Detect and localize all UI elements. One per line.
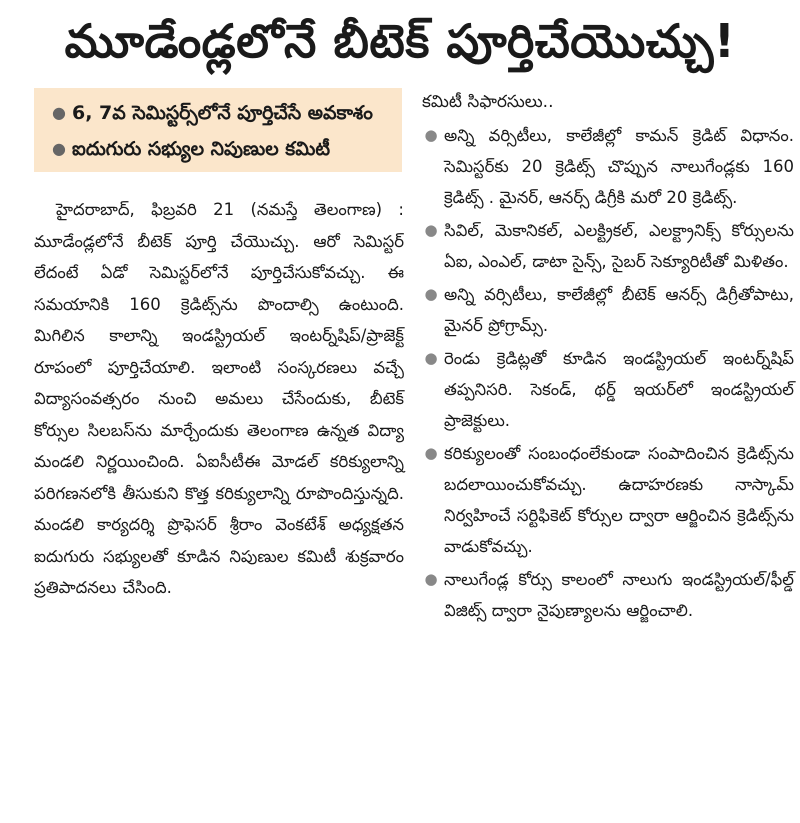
recommendation-text: కరిక్యులంతో సంబంధంలేకుండా సంపాదించిన క్రెడిట్స్‌ను బదలాయించుకోవచ్చు. ఉదాహరణకు నాస్కామ్ నిర్వహించే సర్టిఫికెట్ కోర్సుల ద్వారా ఆర్జించిన క్రెడిట్స్‌ను వాడుకోవచ్చు. bbox=[444, 444, 794, 556]
left-column bbox=[34, 88, 404, 604]
right-column bbox=[418, 88, 794, 628]
bullet-icon: ● bbox=[424, 285, 438, 303]
highlight-text: ఐదుగురు సభ్యుల నిపుణుల కమిటీ bbox=[72, 138, 330, 160]
recommendation-item bbox=[418, 564, 794, 626]
bullet-icon: ● bbox=[52, 139, 66, 158]
bullet-icon: ● bbox=[52, 103, 66, 122]
recommendation-item bbox=[418, 279, 794, 341]
highlight-box bbox=[34, 88, 402, 172]
bullet-icon: ● bbox=[424, 221, 438, 239]
recommendation-item bbox=[418, 438, 794, 562]
article-body: హైదరాబాద్, ఫిబ్రవరి 21 (నమస్తే తెలంగాణ) : మూడేండ్లలోనే బీటెక్ పూర్తి చేయొచ్చు. ఆరో సెమిస్టర్ లేదంటే ఏడో సెమిస్టర్‌లోనే పూర్తిచేసుకోవచ్చు. ఈ సమయానికి 160 క్రెడిట్స్‌ను పొందాల్సి ఉంటుంది. మిగిలిన కాలాన్ని ఇండస్ట్రియల్ ఇంటర్న్‌షిప్/ప్రాజెక్ట్ రూపంలో పూర్తిచేయాలి. ఇలాంటి సంస్కరణలు వచ్చే విద్యాసంవత్సరం నుంచి అమలు చేసేందుకు, బీటెక్ కోర్సుల సిలబస్‌ను మార్చేందుకు తెలంగాణ ఉన్నత విద్యా మండలి నిర్ణయించింది. ఏఐసీటీఈ మోడల్ కరిక్యులాన్ని పరిగణనలోకి తీసుకుని కొత్త కరిక్యులాన్ని రూపొందిస్తున్నది. మండలి కార్యదర్శి ప్రొఫెసర్ శ్రీరాం వెంకటేశ్ అధ్యక్షతన ఐదుగురు సభ్యులతో కూడిన నిపుణుల కమిటీ శుక్రవారం ప్రతిపాదనలు చేసింది. bbox=[34, 200, 404, 597]
headline: మూడేండ్లలోనే బీటెక్ పూర్తిచేయొచ్చు! bbox=[64, 14, 736, 68]
recommendations-title: కమిటీ సిఫారసులు.. bbox=[422, 92, 554, 112]
bullet-icon: ● bbox=[424, 570, 438, 588]
bullet-icon: ● bbox=[424, 444, 438, 462]
recommendation-text: నాలుగేండ్ల కోర్సు కాలంలో నాలుగు ఇండస్ట్రియల్/ఫీల్డ్ విజిట్స్ ద్వారా నైపుణ్యాలను ఆర్జించాలి. bbox=[444, 570, 794, 620]
recommendation-item bbox=[418, 120, 794, 213]
highlight-item bbox=[52, 98, 388, 128]
bullet-icon: ● bbox=[424, 349, 438, 367]
bullet-icon: ● bbox=[424, 126, 438, 144]
highlight-text: 6, 7వ సెమిస్టర్స్‌లోనే పూర్తిచేసే అవకాశం bbox=[72, 102, 373, 124]
recommendation-text: అన్ని వర్సిటీలు, కాలేజీల్లో కామన్ క్రెడిట్ విధానం. సెమిస్టర్‌కు 20 క్రెడిట్స్ చొప్పున నాలుగేండ్లకు 160 క్రెడిట్స్ . మైనర్, ఆనర్స్ డిగ్రీకి మరో 20 క్రెడిట్స్. bbox=[444, 126, 794, 207]
recommendation-item bbox=[418, 215, 794, 277]
recommendation-text: రెండు క్రెడిట్లతో కూడిన ఇండస్ట్రియల్ ఇంటర్న్‌షిప్ తప్పనిసరి. సెకండ్, థర్డ్ ఇయర్‌లో ఇండస్ట్రియల్ ప్రాజెక్టులు. bbox=[444, 349, 794, 430]
recommendation-text: అన్ని వర్సిటీలు, కాలేజీల్లో బీటెక్ ఆనర్స్ డిగ్రీతోపాటు, మైనర్ ప్రోగ్రామ్స్. bbox=[444, 285, 794, 335]
recommendation-item bbox=[418, 343, 794, 436]
highlight-item bbox=[52, 134, 388, 164]
recommendation-text: సివిల్, మెకానికల్, ఎలక్ట్రికల్, ఎలక్ట్రానిక్స్ కోర్సులను ఏఐ, ఎంఎల్, డాటా సైన్స్, సైబర్ సెక్యూరిటీతో మిళితం. bbox=[444, 221, 794, 271]
